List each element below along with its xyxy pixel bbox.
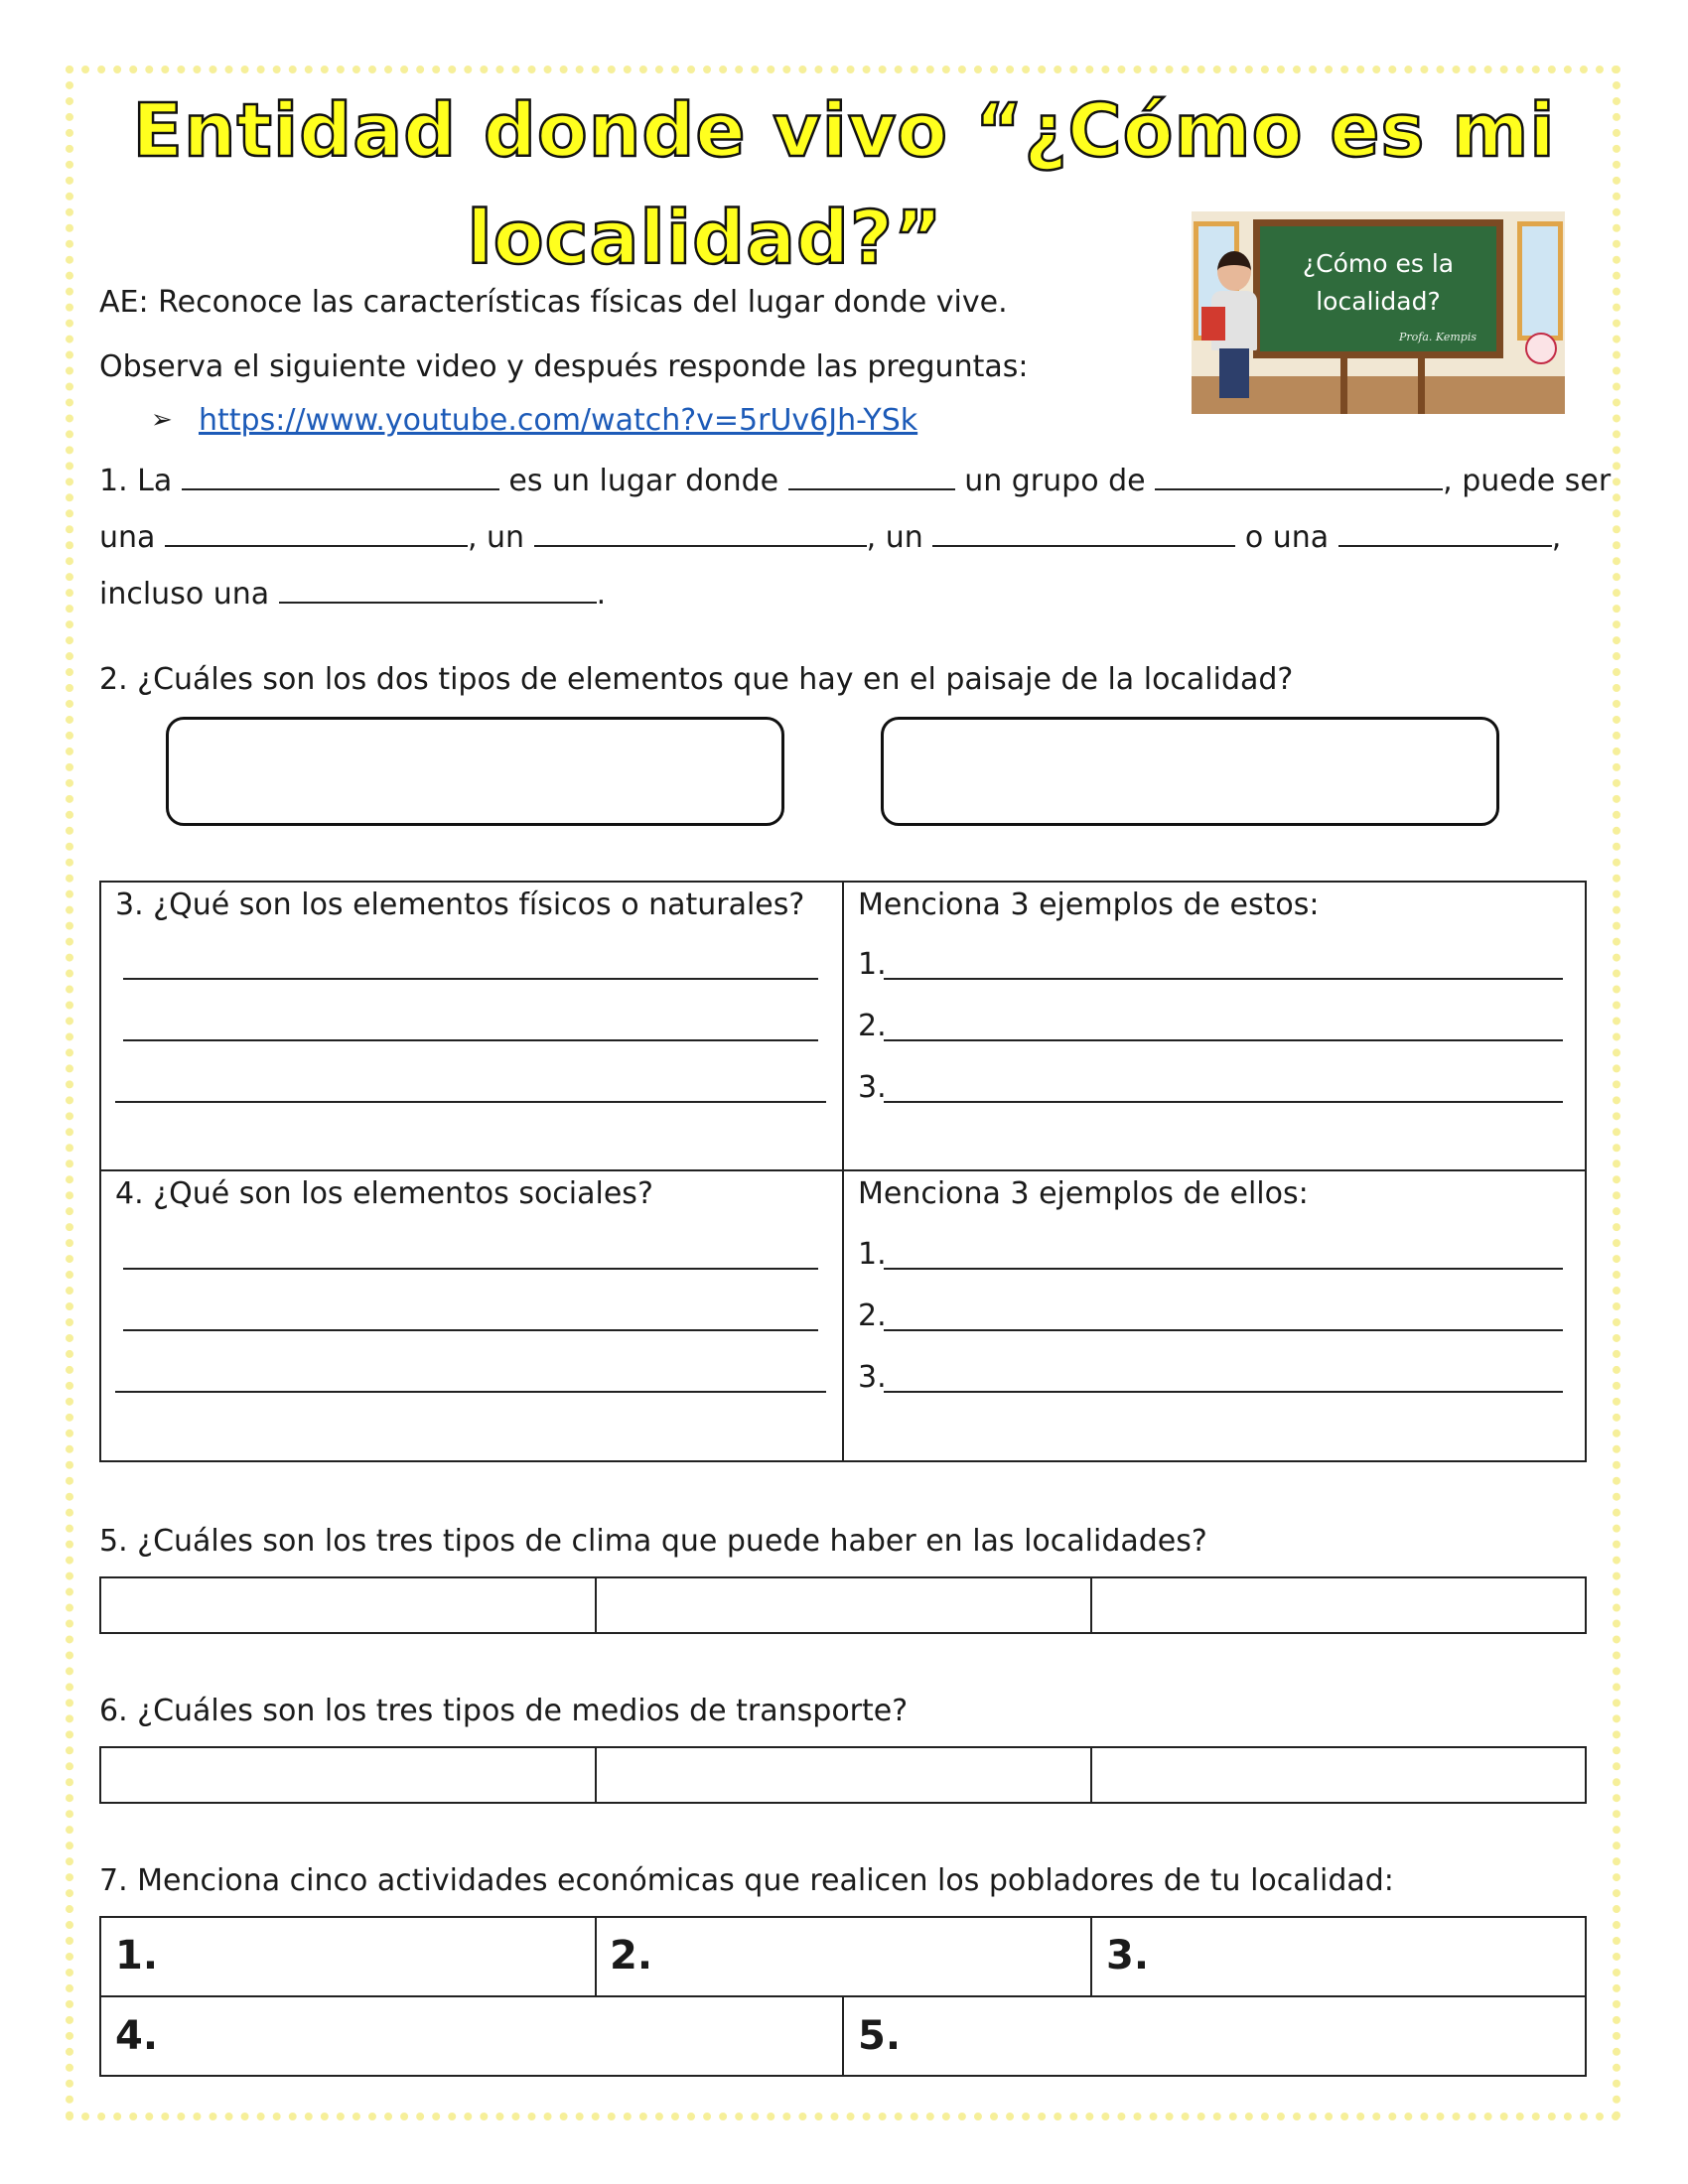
q5-question: 5. ¿Cuáles son los tres tipos de clima que puede haber en las localidades? bbox=[99, 1524, 1207, 1559]
thumbnail-line-2: localidad? bbox=[1316, 287, 1441, 316]
video-thumbnail bbox=[1192, 211, 1565, 414]
teacher-head bbox=[1217, 251, 1251, 291]
easel-leg bbox=[1340, 354, 1347, 414]
table-divider bbox=[595, 1916, 597, 1996]
blank-field[interactable] bbox=[534, 515, 867, 547]
thumbnail-signature: Profa. Kempis bbox=[1399, 331, 1477, 343]
list-number: 3. bbox=[858, 1360, 887, 1395]
q3-question: 3. ¿Qué son los elementos físicos o naturales? bbox=[115, 887, 805, 922]
book-icon bbox=[1201, 307, 1225, 341]
table-divider bbox=[842, 1995, 844, 2077]
answer-cell[interactable] bbox=[597, 1578, 1089, 1632]
answer-cell[interactable] bbox=[597, 1748, 1089, 1802]
easel-leg bbox=[1418, 354, 1425, 414]
answer-line[interactable] bbox=[123, 1268, 818, 1270]
q1-line-1 bbox=[99, 459, 1611, 501]
answer-cell[interactable] bbox=[101, 1578, 594, 1632]
video-link[interactable]: https://www.youtube.com/watch?v=5rUv6Jh-YSk bbox=[199, 403, 918, 438]
school-logo-icon bbox=[1525, 333, 1557, 364]
activity-cell-5[interactable]: 5. bbox=[858, 2013, 902, 2059]
q1-text: o una bbox=[1244, 520, 1330, 555]
answer-cell[interactable] bbox=[1092, 1578, 1585, 1632]
q1-text: es un lugar donde bbox=[508, 464, 779, 498]
q1-text: , un bbox=[467, 520, 525, 555]
q4-examples-heading: Menciona 3 ejemplos de ellos: bbox=[858, 1176, 1309, 1211]
blank-field[interactable] bbox=[1155, 459, 1443, 490]
chalkboard bbox=[1253, 219, 1503, 358]
q1-text: . bbox=[596, 577, 607, 612]
q1-text: , un bbox=[866, 520, 923, 555]
q6-question: 6. ¿Cuáles son los tres tipos de medios de transporte? bbox=[99, 1694, 909, 1728]
answer-line[interactable] bbox=[884, 1329, 1563, 1331]
answer-line[interactable] bbox=[884, 978, 1563, 980]
q1-text: una bbox=[99, 520, 156, 555]
table-divider bbox=[99, 1169, 1587, 1171]
blank-field[interactable] bbox=[1338, 515, 1552, 547]
title-line-2: localidad?” bbox=[467, 196, 943, 281]
table-divider bbox=[1090, 1916, 1092, 1996]
activity-cell-2[interactable]: 2. bbox=[610, 1933, 653, 1979]
list-number: 3. bbox=[858, 1070, 887, 1105]
ae-text: AE: Reconoce las características físicas del lugar donde vive. bbox=[99, 285, 1008, 320]
answer-line[interactable] bbox=[123, 1329, 818, 1331]
blank-field[interactable] bbox=[182, 459, 499, 490]
blank-field[interactable] bbox=[932, 515, 1235, 547]
title-line-1: Entidad donde vivo “¿Cómo es mi bbox=[132, 88, 1556, 174]
q1-line-2 bbox=[99, 515, 1561, 558]
q1-text: , puede ser bbox=[1443, 464, 1612, 498]
blank-field[interactable] bbox=[788, 459, 955, 490]
answer-cell[interactable] bbox=[101, 1748, 594, 1802]
list-number: 1. bbox=[858, 947, 887, 982]
q1-text: incluso una bbox=[99, 577, 270, 612]
answer-line[interactable] bbox=[115, 1101, 826, 1103]
table-divider bbox=[842, 881, 844, 1462]
answer-box-2[interactable] bbox=[881, 717, 1499, 826]
q4-question: 4. ¿Qué son los elementos sociales? bbox=[115, 1176, 653, 1211]
teacher-legs bbox=[1219, 348, 1249, 398]
q1-text: , bbox=[1551, 520, 1562, 555]
q1-text: 1. La bbox=[99, 464, 173, 498]
answer-line[interactable] bbox=[115, 1391, 826, 1393]
q1-line-3 bbox=[99, 572, 606, 614]
thumbnail-line-1: ¿Cómo es la bbox=[1302, 249, 1455, 278]
blank-field[interactable] bbox=[165, 515, 468, 547]
list-number: 2. bbox=[858, 1009, 887, 1043]
activity-cell-4[interactable]: 4. bbox=[115, 2013, 159, 2059]
answer-cell[interactable] bbox=[1092, 1748, 1585, 1802]
activity-cell-1[interactable]: 1. bbox=[115, 1933, 159, 1979]
list-number: 1. bbox=[858, 1237, 887, 1272]
q2-question: 2. ¿Cuáles son los dos tipos de elementos que hay en el paisaje de la localidad? bbox=[99, 662, 1294, 697]
arrow-bullet-icon: ➢ bbox=[151, 405, 173, 435]
answer-line[interactable] bbox=[884, 1391, 1563, 1393]
answer-line[interactable] bbox=[884, 1039, 1563, 1041]
q7-question: 7. Menciona cinco actividades económicas que realicen los pobladores de tu localidad: bbox=[99, 1863, 1394, 1898]
answer-line[interactable] bbox=[123, 978, 818, 980]
q1-text: un grupo de bbox=[964, 464, 1146, 498]
answer-line[interactable] bbox=[884, 1101, 1563, 1103]
list-number: 2. bbox=[858, 1298, 887, 1333]
instruction-text: Observa el siguiente video y después responde las preguntas: bbox=[99, 349, 1029, 384]
answer-box-1[interactable] bbox=[166, 717, 784, 826]
answer-line[interactable] bbox=[123, 1039, 818, 1041]
blank-field[interactable] bbox=[279, 572, 597, 604]
answer-line[interactable] bbox=[884, 1268, 1563, 1270]
activity-cell-3[interactable]: 3. bbox=[1106, 1933, 1150, 1979]
q3-examples-heading: Menciona 3 ejemplos de estos: bbox=[858, 887, 1320, 922]
window-right bbox=[1517, 221, 1563, 341]
